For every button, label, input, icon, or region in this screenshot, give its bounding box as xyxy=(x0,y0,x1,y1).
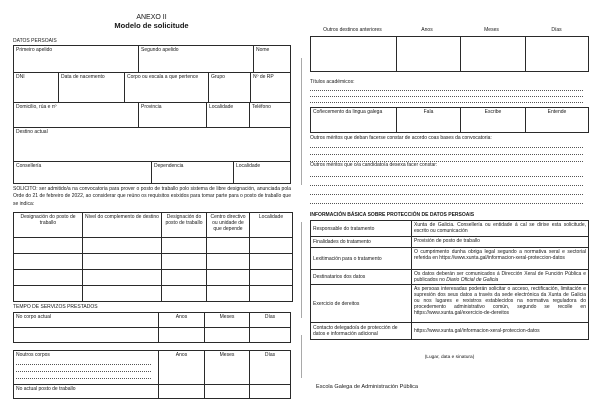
solicito-paragraph: SOLICITO: ser admitido/a na convocatoria para prover o posto de traballo polo sistema de libre designación, anunciada pola Orde do 21 de febreiro de 2022, ao considerar que reúno os requisitos esixidos para tomar parte para o posto de traballo que se indica: xyxy=(13,186,291,207)
input-cell[interactable] xyxy=(82,286,161,301)
field-localidade[interactable]: Localidade xyxy=(206,103,249,127)
pd-value-destinatarios xyxy=(411,270,588,284)
outros-destinos-header xyxy=(310,27,589,33)
label-no-corpo-actual: No corpo actual xyxy=(16,314,52,320)
pd-value-finalidades: Provisión de posto de traballo xyxy=(411,237,588,247)
input-cell[interactable] xyxy=(311,37,396,71)
label-outros-meritos-candidato: Outros méritos que o/a candidato/a desexa facer constar: xyxy=(310,162,438,168)
input-cell[interactable] xyxy=(14,328,158,342)
input-cell[interactable] xyxy=(82,254,161,269)
field-n-rp[interactable]: Nº de RP xyxy=(250,73,290,102)
field-segundo-apelido[interactable]: Segundo apelido xyxy=(138,46,253,72)
input-cell[interactable] xyxy=(14,254,82,269)
input-cell[interactable] xyxy=(161,270,206,285)
input-cell[interactable] xyxy=(460,37,525,71)
tempo-noutros-corpos-table xyxy=(13,350,291,399)
col-header-anos: Anos xyxy=(158,351,204,384)
pd-value-lexitimacion: O cumprimento dunha obriga legal segundo a normativa xeral e sectorial referida en https://www.xunta.gal/informacion-xeral-proteccion-datos xyxy=(411,248,588,269)
footer-egap: Escola Galega de Administración Pública xyxy=(316,384,418,390)
col-header-centro-directivo: Centro directivo ou unidade de que depende xyxy=(206,213,249,237)
col-header-meses: Meses xyxy=(204,351,249,384)
input-cell[interactable] xyxy=(14,270,82,285)
pd-label-destinatarios: Destinatarios dos datos xyxy=(313,274,366,280)
signature-hint: (Lugar, data e sinatura) xyxy=(424,355,475,360)
col-header-dias: Días xyxy=(249,351,290,384)
outros-meritos-candidato-lines[interactable] xyxy=(310,168,583,204)
field-localidade-2[interactable]: Localidade xyxy=(233,162,290,183)
col-header-meses: Meses xyxy=(204,313,249,327)
input-cell[interactable] xyxy=(161,238,206,253)
field-conselleria[interactable]: Consellería xyxy=(16,163,42,169)
page-fold-line xyxy=(301,222,302,318)
input-cell[interactable] xyxy=(206,286,249,301)
title-modelo: Modelo de solicitude xyxy=(114,21,189,30)
label-outros-meritos-bases: Outros méritos que deban facerse constar de acordo coas bases da convocatoria: xyxy=(310,135,492,141)
dotted-line xyxy=(310,195,583,204)
input-cell[interactable] xyxy=(82,270,161,285)
input-cell[interactable] xyxy=(158,385,204,398)
label-titulos-academicos: Títulos académicos: xyxy=(310,79,355,85)
input-cell[interactable] xyxy=(82,238,161,253)
input-cell[interactable] xyxy=(14,286,82,301)
dotted-line xyxy=(16,358,151,365)
label-conecemento-lingua: Coñecemento da lingua galega xyxy=(313,109,383,115)
field-nome[interactable]: Nome xyxy=(253,46,290,72)
field-destino-actual[interactable]: Destino actual xyxy=(16,129,48,135)
label-outros-destinos: Outros destinos anteriores xyxy=(323,27,382,33)
titulos-academicos-lines[interactable] xyxy=(310,85,583,109)
page-title xyxy=(13,14,290,30)
pd-label-exercicio: Exercicio de dereitos xyxy=(313,300,360,307)
field-grupo[interactable]: Grupo xyxy=(208,73,250,102)
tempo-corpo-actual-table xyxy=(13,312,291,343)
pd-label-responsable: Responsable do tratamento xyxy=(313,225,375,232)
field-corpo-escala[interactable]: Corpo ou escala a que pertence xyxy=(124,73,208,102)
pd-value-contacto: https://www.xunta.gal/informacion-xeral-proteccion-datos xyxy=(411,323,588,339)
proteccion-datos-table xyxy=(310,220,589,340)
input-cell[interactable] xyxy=(206,254,249,269)
pd-value-destinatarios-text: Os datos deberán ser comunicados á Dirección Xeral de Función Pública e publicados no xyxy=(414,271,586,283)
col-header-fala[interactable]: Fala xyxy=(396,108,460,132)
dotted-line xyxy=(310,177,583,186)
input-cell[interactable] xyxy=(396,37,460,71)
page-fold-line xyxy=(301,58,302,185)
dotted-line xyxy=(16,372,151,379)
dotted-line xyxy=(310,186,583,195)
noutros-corpos-text: Noutros corpos xyxy=(16,352,50,358)
input-cell[interactable] xyxy=(206,238,249,253)
input-cell[interactable] xyxy=(161,254,206,269)
solicito-table xyxy=(13,212,293,302)
page-fold-line xyxy=(301,335,302,378)
col-header-anos: Anos xyxy=(158,313,204,327)
input-cell[interactable] xyxy=(249,270,292,285)
field-data-nacemento[interactable]: Data de nacemento xyxy=(58,73,124,102)
pd-value-responsable: Xunta de Galicia. Consellería ou entidade á cal se dirixe esta solicitude, escrito ou comunicación xyxy=(411,221,588,236)
col-header-anos: Anos xyxy=(421,27,433,33)
input-cell[interactable] xyxy=(249,286,292,301)
title-anexo: ANEXO II xyxy=(136,14,167,21)
input-cell[interactable] xyxy=(249,238,292,253)
field-dni[interactable]: DNI xyxy=(16,74,25,80)
section-datos-persoais: DATOS PERSOAIS xyxy=(13,38,57,44)
input-cell[interactable] xyxy=(249,254,292,269)
input-cell[interactable] xyxy=(249,385,290,398)
field-domicilio[interactable]: Domicilio, rúa e nº xyxy=(16,104,57,110)
label-noutros-corpos[interactable] xyxy=(14,351,158,384)
col-header-designacion-posto: Designación do posto de traballo xyxy=(20,214,76,226)
dotted-line xyxy=(310,155,583,162)
section-proteccion-datos: INFORMACIÓN BÁSICA SOBRE PROTECCIÓN DE DATOS PERSOAIS xyxy=(310,212,475,218)
col-header-dias: Días xyxy=(249,313,290,327)
col-header-entende[interactable]: Entende xyxy=(525,108,588,132)
col-header-designacion-posto-2: Designación do posto de traballo xyxy=(161,213,206,237)
input-cell[interactable] xyxy=(158,328,204,342)
col-header-localidade: Localidade xyxy=(249,213,292,237)
input-cell[interactable] xyxy=(206,270,249,285)
col-header-meses: Meses xyxy=(484,27,499,33)
pd-value-exercicio: As persoas interesadas poderán solicitar o acceso, rectificación, limitación e supresión dos seus datos a través da sede electrónica da Xunta de Galicia ou nos lugares e rexistros establecidos na normativa reguladora do procedemento administrativo común, segundo se recolle en https://www.xunta.gal/exercicio-de-dereitos xyxy=(411,285,588,322)
field-dependencia[interactable]: Dependencia xyxy=(151,162,233,183)
input-cell[interactable] xyxy=(204,328,249,342)
dotted-line xyxy=(310,168,583,177)
field-provincia[interactable]: Provincia xyxy=(138,103,206,127)
input-cell[interactable] xyxy=(249,328,290,342)
label-no-actual-posto: No actual posto de traballo xyxy=(16,386,76,392)
field-telefono[interactable]: Teléfono xyxy=(249,103,290,127)
dotted-line xyxy=(310,148,583,155)
input-cell[interactable] xyxy=(525,37,588,71)
pd-label-contacto: Contacto delegado/a de protección de datos e información adicional xyxy=(313,325,398,337)
dotted-line xyxy=(16,365,151,372)
input-cell[interactable] xyxy=(161,286,206,301)
field-primeiro-apelido[interactable]: Primeiro apelido xyxy=(16,47,53,53)
outros-destinos-table xyxy=(310,36,589,72)
col-header-dias: Días xyxy=(551,27,562,33)
pd-value-destinatarios-italic: Diario Oficial de Galicia xyxy=(446,277,499,283)
lingua-galega-table xyxy=(310,107,589,133)
outros-meritos-bases-lines[interactable] xyxy=(310,141,583,162)
section-tempo-servizos: TEMPO DE SERVIZOS PRESTADOS xyxy=(13,304,98,310)
input-cell[interactable] xyxy=(14,238,82,253)
pd-label-finalidades: Finalidades do tratamento xyxy=(313,239,371,245)
col-header-nivel-complemento: Nivel do complemento de destino xyxy=(82,213,161,237)
datos-persoais-table xyxy=(13,45,291,184)
input-cell[interactable] xyxy=(204,385,249,398)
dotted-line xyxy=(310,141,583,148)
pd-label-lexitimacion: Lexitimación para o tratamento xyxy=(313,255,382,262)
col-header-escribe[interactable]: Escribe xyxy=(460,108,525,132)
